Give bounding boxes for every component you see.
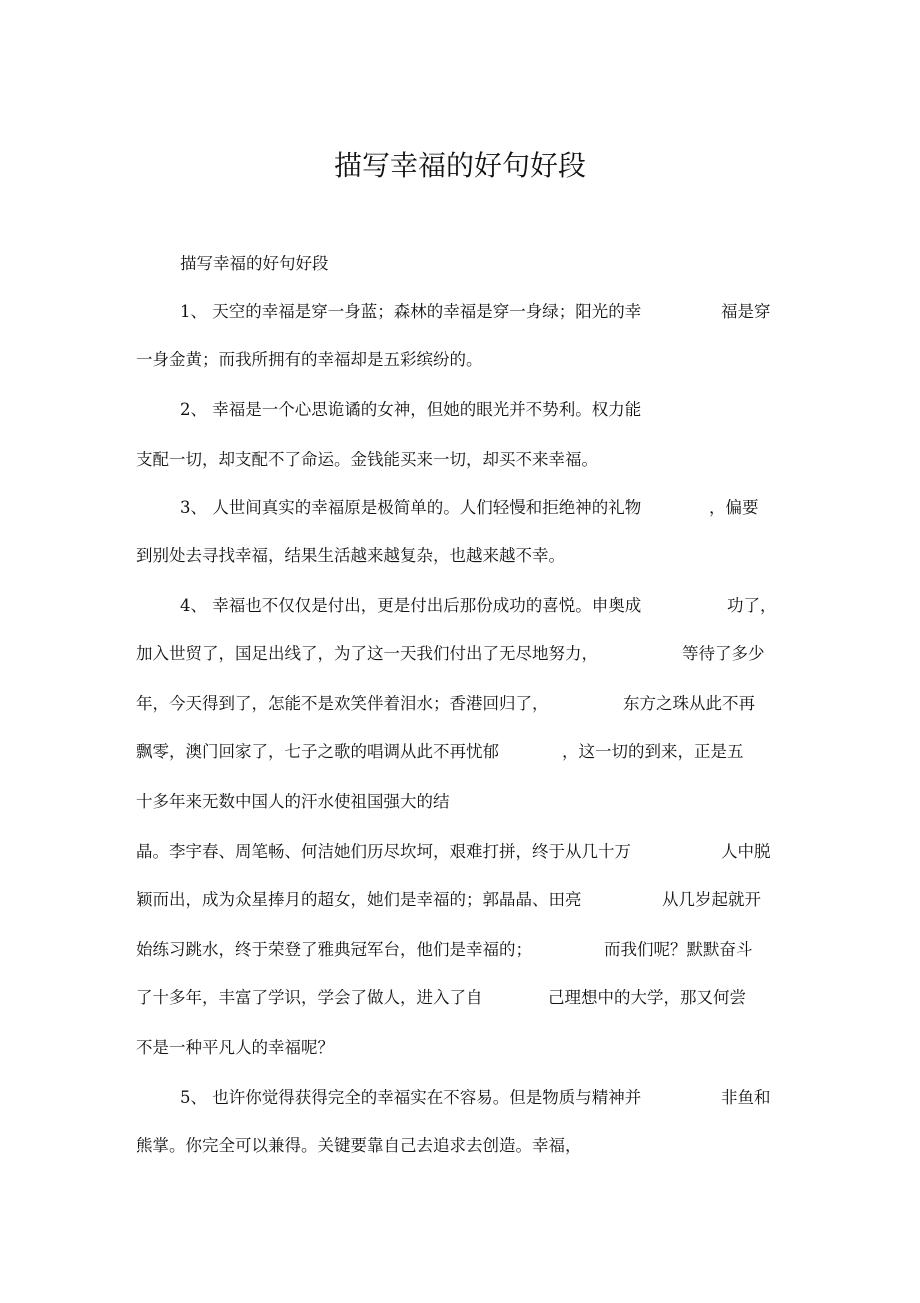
text-segment: 人中脱 xyxy=(721,842,771,861)
paragraph-2-line-2: 支配一切，却支配不了命运。金钱能买来一切，却买不来幸福。 xyxy=(136,450,598,469)
text-segment: 非鱼和 xyxy=(721,1088,771,1107)
paragraph-4-line-5: 十多年来无数中国人的汗水使祖国强大的结 xyxy=(136,792,450,811)
text-segment: 1、 天空的幸福是穿一身蓝；森林的幸福是穿一身绿；阳光的幸 xyxy=(180,302,642,321)
paragraph-5-line-1 xyxy=(0,1087,920,1109)
text-segment: 了十多年，丰富了学识，学会了做人，进入了自 xyxy=(136,988,483,1007)
text-segment: 而我们呢？默默奋斗 xyxy=(604,940,753,959)
text-segment: 从几岁起就开 xyxy=(662,890,761,909)
page-title: 描写幸福的好句好段 xyxy=(333,149,586,182)
text-segment: 东方之珠从此不再 xyxy=(623,694,755,713)
paragraph-2-line-1: 2、 幸福是一个心思诡谲的女神，但她的眼光并不势利。权力能 xyxy=(180,400,642,419)
paragraph-3-line-2: 到别处去寻找幸福，结果生活越来越复杂，也越来越不幸。 xyxy=(136,546,565,565)
paragraph-4-line-2 xyxy=(0,643,920,665)
paragraph-4-line-9 xyxy=(0,987,920,1009)
paragraph-5-line-2: 熊掌。你完全可以兼得。关键要靠自己去追求去创造。幸福， xyxy=(136,1136,582,1155)
text-segment: 年，今天得到了，怎能不是欢笑伴着泪水；香港回归了， xyxy=(136,694,549,713)
text-segment: 飘零，澳门回家了，七子之歌的唱调从此不再忧郁 xyxy=(136,742,499,761)
subtitle: 描写幸福的好句好段 xyxy=(180,254,329,273)
text-segment: 加入世贸了，国足出线了，为了这一天我们付出了无尽地努力， xyxy=(136,644,598,663)
text-segment: 功了， xyxy=(727,596,777,615)
text-segment: 4、 幸福也不仅仅是付出，更是付出后那份成功的喜悦。申奥成 xyxy=(180,596,642,615)
paragraph-3-line-1 xyxy=(0,497,920,519)
paragraph-4-line-10: 不是一种平凡人的幸福呢？ xyxy=(136,1038,334,1057)
text-segment: 颖而出，成为众星捧月的超女，她们是幸福的；郭晶晶、田亮 xyxy=(136,890,582,909)
paragraph-1-line-1 xyxy=(0,301,920,323)
paragraph-4-line-8 xyxy=(0,939,920,961)
text-segment: 己理想中的大学，那又何尝 xyxy=(548,988,746,1007)
text-segment: ，这一切的到来，正是五 xyxy=(562,742,744,761)
paragraph-4-line-4 xyxy=(0,741,920,763)
text-segment: ，偏要 xyxy=(709,498,759,517)
text-segment: 3、 人世间真实的幸福原是极简单的。人们轻慢和拒绝神的礼物 xyxy=(180,498,642,517)
text-segment: 始练习跳水，终于荣登了雅典冠军台，他们是幸福的； xyxy=(136,940,532,959)
paragraph-4-line-7 xyxy=(0,889,920,911)
paragraph-1-line-2: 一身金黄；而我所拥有的幸福却是五彩缤纷的。 xyxy=(136,350,483,369)
paragraph-4-line-3 xyxy=(0,693,920,715)
text-segment: 福是穿 xyxy=(721,302,771,321)
paragraph-4-line-1 xyxy=(0,595,920,617)
text-segment: 等待了多少 xyxy=(682,644,765,663)
text-segment: 晶。李宇春、周笔畅、何洁她们历尽坎坷，艰难打拼，终于从几十万 xyxy=(136,842,631,861)
paragraph-4-line-6 xyxy=(0,841,920,863)
text-segment: 5、 也许你觉得获得完全的幸福实在不容易。但是物质与精神并 xyxy=(180,1088,642,1107)
